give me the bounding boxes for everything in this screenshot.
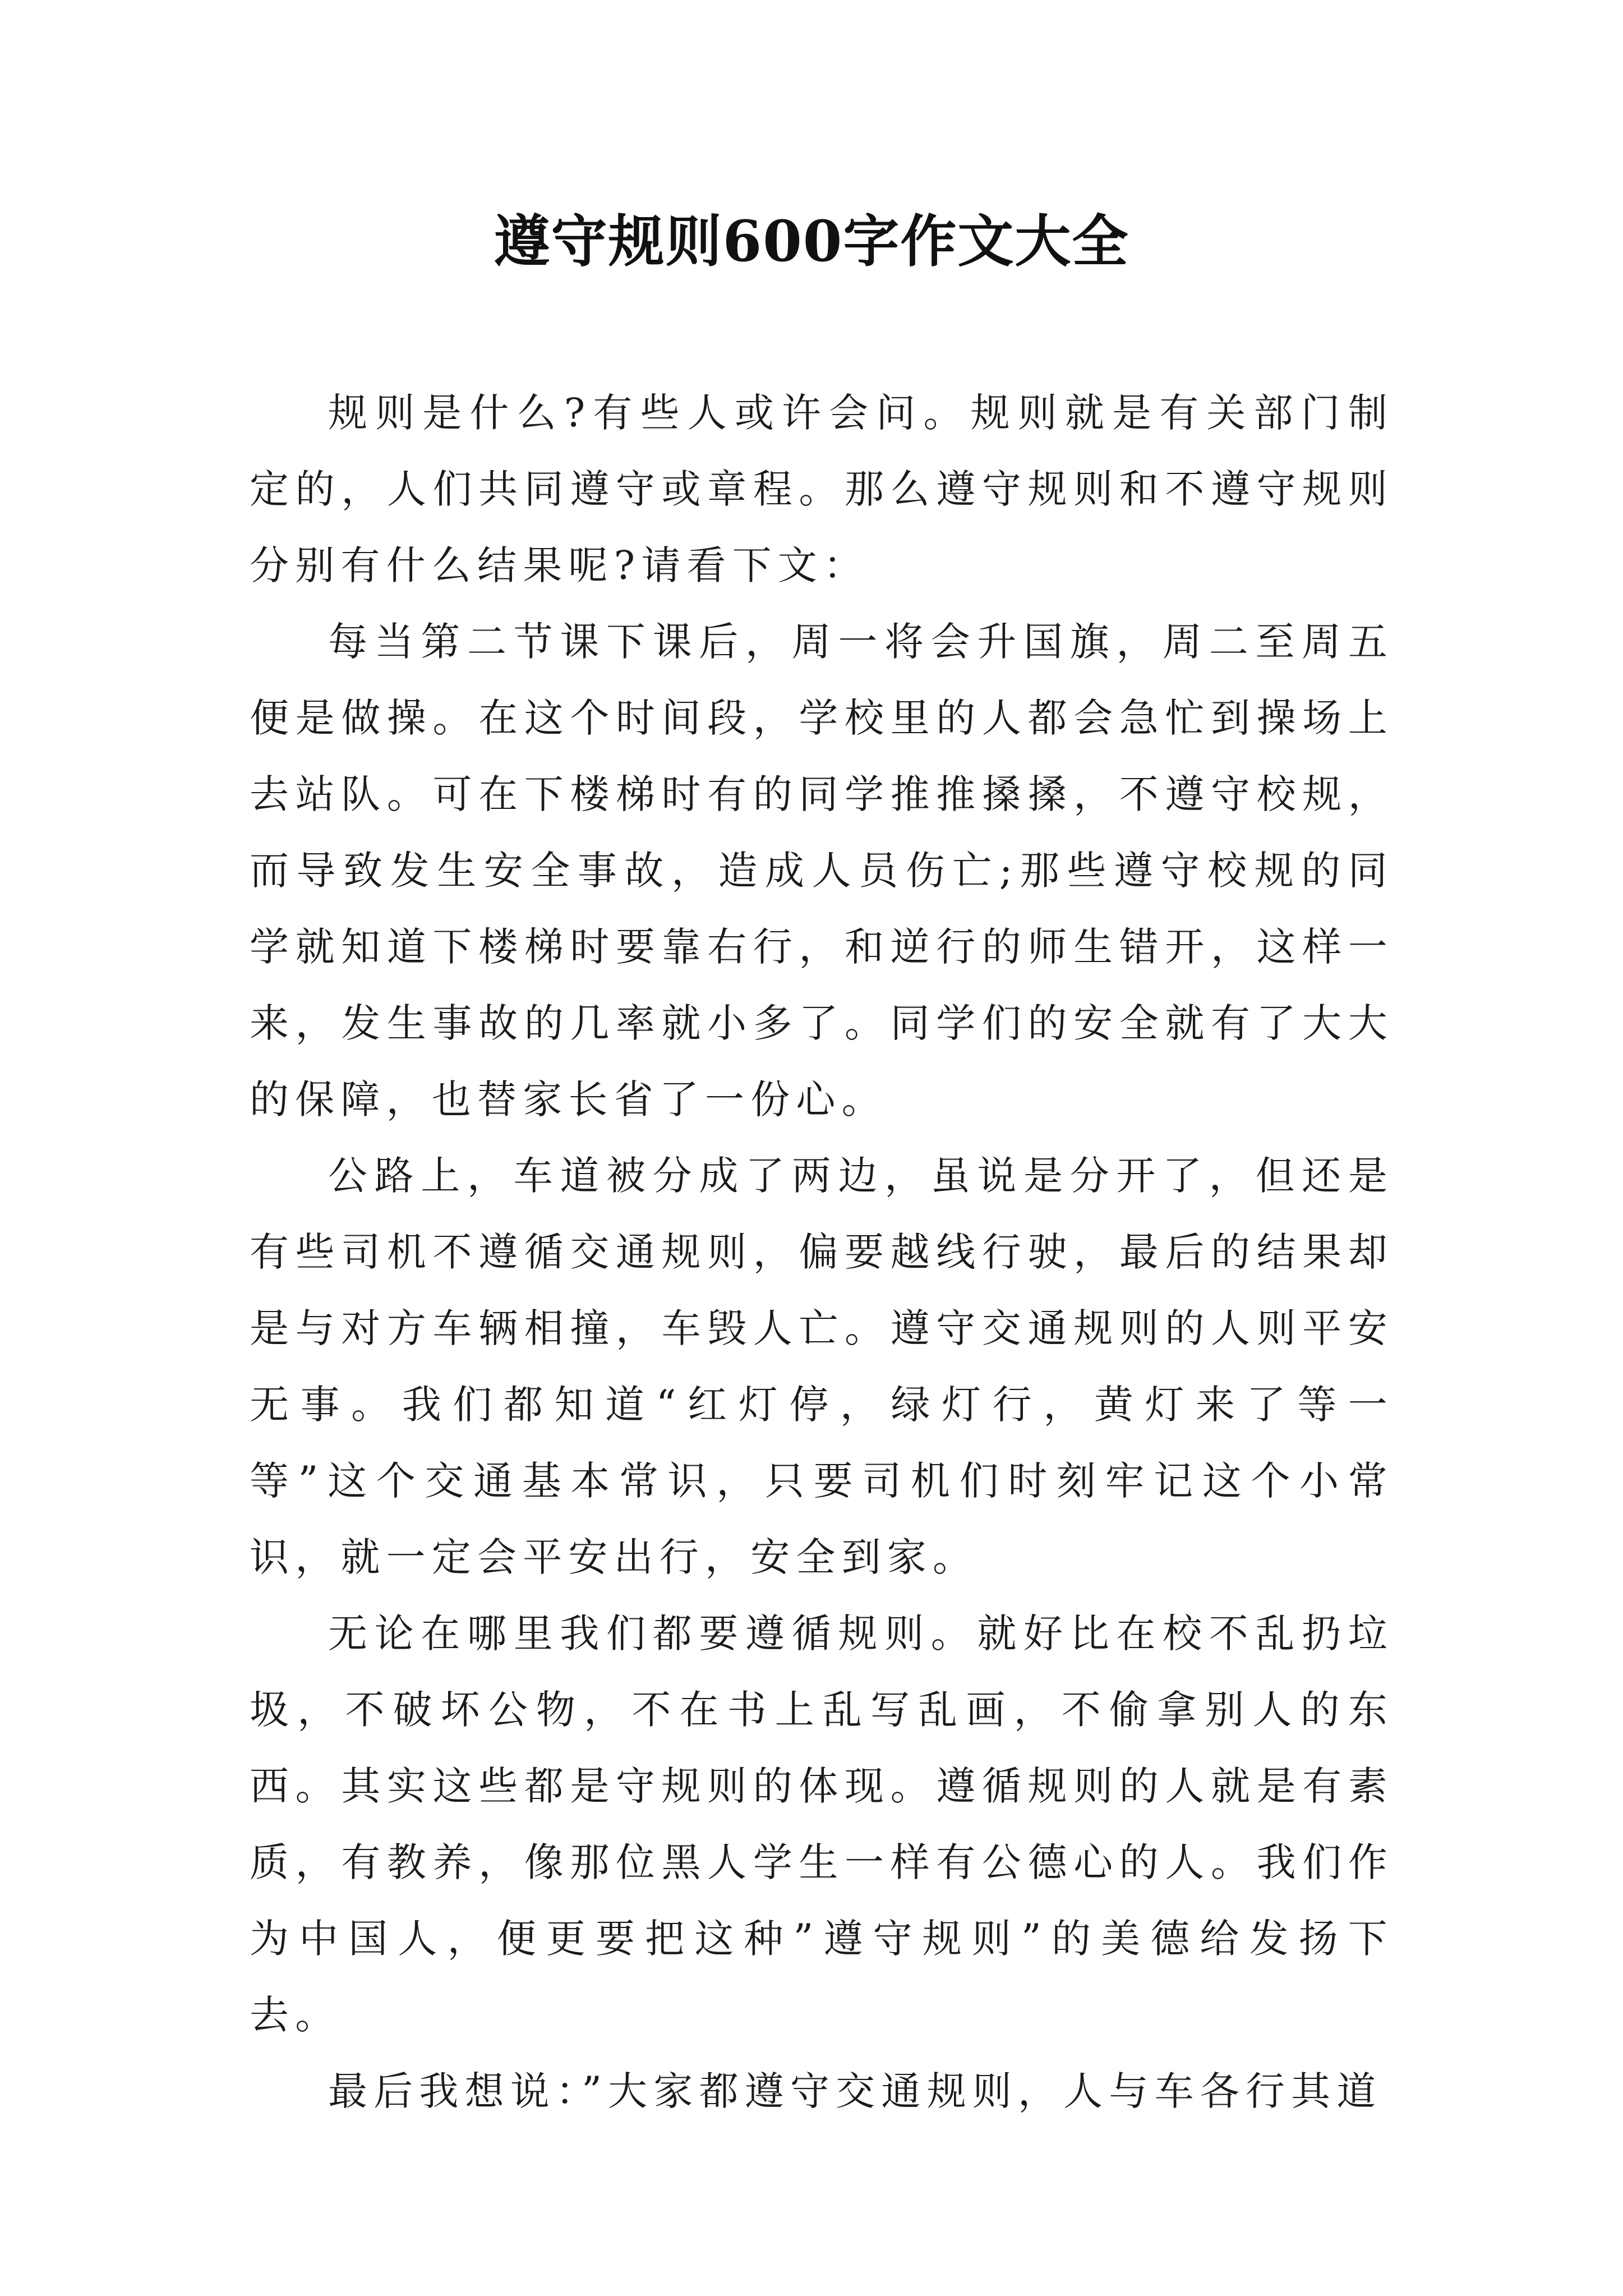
paragraph-5: 最后我想说：”大家都遵守交通规则，人与车各行其道 [328, 2068, 1382, 2114]
paragraph-1: 规则是什么?有些人或许会问。规则就是有关部门制定的，人们共同遵守或章程。那么遵守规则和不遵守规则分别有什么结果呢?请看下文： [250, 390, 1394, 588]
paragraph-4: 无论在哪里我们都要遵循规则。就好比在校不乱扔垃圾，不破坏公物，不在书上乱写乱画，不偷拿别人的东西。其实这些都是守规则的体现。遵循规则的人就是有素质，有教养，像那位黑人学生一样有公德心的人。我们作为中国人，便更要把这种”遵守规则”的美德给发扬下去。 [250, 1611, 1394, 2038]
document-body [250, 375, 1394, 2129]
page-title: 遵守规则600字作文大全 [494, 208, 1129, 274]
paragraph-2: 每当第二节课下课后，周一将会升国旗，周二至周五便是做操。在这个时间段，学校里的人都会急忙到操场上去站队。可在下楼梯时有的同学推推搡搡，不遵守校规，而导致发生安全事故，造成人员伤亡;那些遵守校规的同学就知道下楼梯时要靠右行，和逆行的师生错开，这样一来，发生事故的几率就小多了。同学们的安全就有了大大的保障，也替家长省了一份心。 [250, 619, 1394, 1122]
paragraph-3: 公路上，车道被分成了两边，虽说是分开了，但还是有些司机不遵循交通规则，偏要越线行驶，最后的结果却是与对方车辆相撞，车毁人亡。遵守交通规则的人则平安无事。我们都知道“红灯停，绿灯行，黄灯来了等一等”这个交通基本常识，只要司机们时刻牢记这个小常识，就一定会平安出行，安全到家。 [250, 1153, 1394, 1580]
